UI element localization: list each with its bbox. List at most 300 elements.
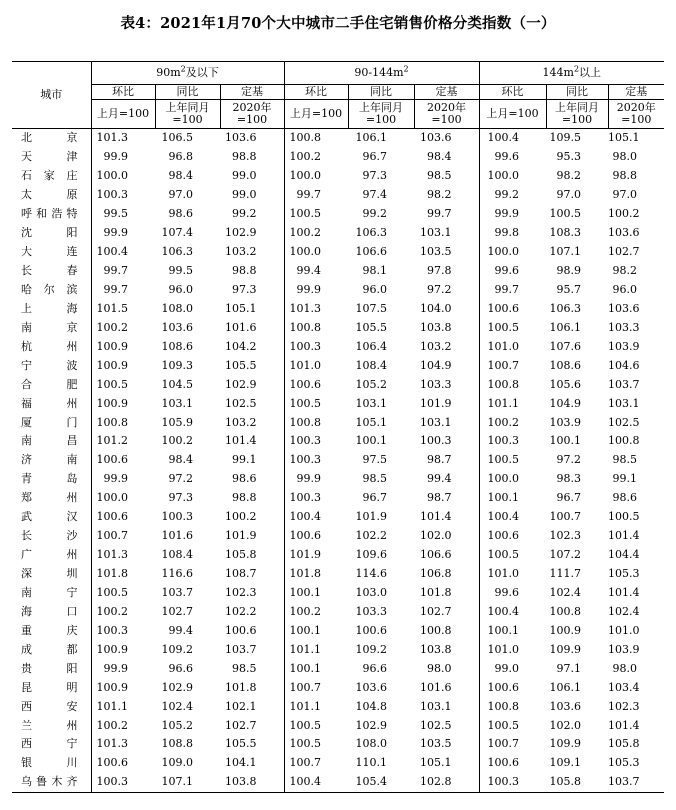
index-mom: 100.2 (284, 602, 348, 621)
subheader-yoy: 同比 (348, 85, 414, 100)
index-mom: 100.6 (91, 451, 155, 470)
index-yoy: 105.6 (549, 377, 582, 391)
index-yoy: 102.9 (355, 718, 388, 732)
subheader-mom: 环比 (479, 85, 546, 100)
index-yoy: 103.1 (355, 396, 388, 410)
index-yoy: 105.2 (161, 718, 193, 732)
index-mom: 100.6 (284, 527, 348, 546)
table-row (12, 546, 664, 565)
index-mom: 100.5 (479, 546, 546, 565)
index-yoy: 106.1 (549, 320, 582, 334)
index-mom: 99.9 (91, 470, 155, 489)
index-mom: 100.0 (91, 167, 155, 186)
group-header-small: $90m^2$及以下 (91, 62, 284, 85)
index-mom: 100.0 (479, 243, 546, 262)
index-fixed: 100.8 (420, 623, 452, 637)
table-row (12, 148, 664, 167)
index-yoy: 103.6 (355, 680, 388, 694)
index-fixed: 108.7 (225, 567, 257, 581)
index-fixed: 105.8 (608, 737, 640, 751)
index-fixed: 98.8 (232, 150, 257, 164)
index-fixed: 99.2 (232, 207, 257, 221)
city-name: 南昌 (21, 434, 78, 448)
base-yoy: 上年同月 =100 (546, 100, 608, 129)
index-fixed: 101.4 (608, 718, 640, 732)
index-fixed: 103.4 (608, 680, 640, 694)
table-title: 表4：2021年1月70个大中城市二手住宅销售价格分类指数（一） (120, 15, 556, 32)
index-mom: 100.4 (479, 508, 546, 527)
index-mom: 101.3 (91, 546, 155, 565)
index-fixed: 103.6 (608, 226, 640, 240)
index-mom: 100.2 (91, 716, 155, 735)
index-mom: 99.6 (479, 262, 546, 281)
city-name: 成都 (21, 642, 78, 656)
index-fixed: 97.3 (232, 282, 257, 296)
city-name: 武汉 (21, 510, 78, 524)
index-mom: 100.8 (284, 318, 348, 337)
index-fixed: 100.5 (608, 510, 640, 524)
index-fixed: 100.8 (608, 434, 640, 448)
index-mom: 100.1 (479, 489, 546, 508)
index-mom: 100.4 (284, 508, 348, 527)
index-fixed: 98.7 (427, 491, 452, 505)
index-mom: 100.5 (479, 318, 546, 337)
index-fixed: 104.2 (225, 339, 257, 353)
index-yoy: 97.3 (168, 491, 193, 505)
base-fixed: 2020年 =100 (220, 100, 284, 129)
index-fixed: 101.9 (420, 396, 452, 410)
index-mom: 99.7 (479, 281, 546, 300)
index-mom: 100.0 (479, 470, 546, 489)
index-fixed: 105.1 (225, 301, 257, 315)
subheader-yoy: 同比 (155, 85, 220, 100)
city-name: 北京 (21, 131, 78, 145)
index-yoy: 109.0 (161, 756, 193, 770)
city-name: 沈阳 (21, 226, 78, 240)
index-fixed: 103.6 (608, 301, 640, 315)
index-yoy: 109.3 (161, 358, 193, 372)
index-yoy: 95.3 (556, 150, 582, 164)
index-fixed: 104.1 (225, 756, 257, 770)
index-fixed: 98.7 (427, 453, 452, 467)
city-name: 银川 (21, 756, 78, 770)
index-yoy: 111.7 (549, 567, 582, 581)
index-fixed: 98.6 (612, 491, 638, 505)
index-yoy: 98.1 (362, 264, 388, 278)
index-fixed: 103.3 (420, 377, 452, 391)
index-mom: 101.0 (479, 565, 546, 584)
index-fixed: 103.1 (420, 226, 452, 240)
index-mom: 100.6 (284, 375, 348, 394)
index-mom: 100.5 (284, 735, 348, 754)
index-yoy: 100.2 (161, 434, 193, 448)
index-fixed: 97.0 (612, 188, 638, 202)
index-fixed: 105.3 (608, 756, 640, 770)
group-header-large: $144m^2$以上 (479, 62, 664, 85)
index-fixed: 100.6 (225, 623, 257, 637)
index-yoy: 100.9 (549, 623, 582, 637)
table-row (12, 584, 664, 603)
index-mom: 99.7 (284, 186, 348, 205)
index-fixed: 98.6 (232, 472, 257, 486)
index-fixed: 98.2 (427, 188, 452, 202)
city-name: 天津 (21, 150, 78, 164)
table-row (12, 432, 664, 451)
index-mom: 100.2 (91, 318, 155, 337)
index-mom: 100.4 (479, 602, 546, 621)
index-mom: 99.6 (479, 584, 546, 603)
index-mom: 100.2 (91, 602, 155, 621)
index-yoy: 98.2 (556, 169, 582, 183)
table-row (12, 224, 664, 243)
index-yoy: 96.7 (556, 491, 582, 505)
index-mom: 101.3 (91, 129, 155, 148)
index-mom: 99.9 (91, 224, 155, 243)
table-row (12, 470, 664, 489)
index-yoy: 97.4 (362, 188, 388, 202)
index-fixed: 102.3 (225, 585, 257, 599)
index-mom: 100.6 (479, 754, 546, 773)
index-mom: 100.7 (91, 527, 155, 546)
table-row (12, 205, 664, 224)
index-mom: 101.0 (284, 356, 348, 375)
index-yoy: 96.6 (168, 661, 193, 675)
index-yoy: 98.4 (168, 169, 193, 183)
index-mom: 99.6 (479, 148, 546, 167)
index-yoy: 109.2 (355, 642, 388, 656)
index-yoy: 102.9 (161, 680, 193, 694)
index-mom: 100.1 (479, 621, 546, 640)
table-row (12, 281, 664, 300)
index-yoy: 107.2 (549, 548, 582, 562)
city-name: 深圳 (21, 567, 78, 581)
index-mom: 99.8 (479, 224, 546, 243)
index-fixed: 99.1 (232, 453, 257, 467)
index-fixed: 103.7 (608, 773, 664, 792)
index-yoy: 102.3 (549, 529, 582, 543)
index-yoy: 99.5 (168, 264, 193, 278)
index-fixed: 103.7 (608, 377, 640, 391)
index-yoy: 100.8 (549, 604, 582, 618)
index-fixed: 98.5 (232, 661, 257, 675)
index-fixed: 101.9 (225, 529, 257, 543)
index-mom: 100.8 (91, 413, 155, 432)
city-name: 呼和浩特 (21, 207, 78, 221)
index-fixed: 106.6 (420, 548, 452, 562)
index-mom: 101.5 (91, 299, 155, 318)
index-fixed: 104.9 (420, 358, 452, 372)
index-yoy: 106.4 (355, 339, 388, 353)
index-yoy: 104.8 (355, 699, 388, 713)
index-fixed: 105.3 (608, 567, 640, 581)
index-yoy: 97.0 (556, 188, 582, 202)
index-mom: 99.9 (91, 659, 155, 678)
index-yoy: 99.2 (362, 207, 388, 221)
index-fixed: 106.8 (420, 567, 452, 581)
index-fixed: 103.6 (420, 131, 452, 145)
index-mom: 101.1 (284, 697, 348, 716)
index-fixed: 105.5 (225, 358, 257, 372)
index-mom: 100.1 (284, 621, 348, 640)
index-yoy: 106.3 (161, 245, 193, 259)
city-name: 长春 (21, 264, 78, 278)
table-row (12, 697, 664, 716)
base-mom: 上月=100 (284, 100, 348, 129)
index-yoy: 102.2 (355, 529, 388, 543)
index-fixed: 102.2 (225, 604, 257, 618)
index-fixed: 98.0 (427, 661, 452, 675)
index-yoy: 97.0 (168, 188, 193, 202)
index-fixed: 103.8 (420, 320, 452, 334)
index-fixed: 101.4 (608, 585, 640, 599)
index-fixed: 102.8 (414, 773, 479, 792)
table-row (12, 678, 664, 697)
index-mom: 99.7 (91, 281, 155, 300)
index-yoy: 98.9 (556, 264, 582, 278)
index-yoy: 108.4 (161, 548, 193, 562)
table-row (12, 754, 664, 773)
index-fixed: 103.8 (220, 773, 284, 792)
index-mom: 100.5 (479, 716, 546, 735)
index-yoy: 100.3 (161, 510, 193, 524)
index-mom: 100.5 (91, 375, 155, 394)
index-yoy: 98.3 (556, 472, 582, 486)
index-fixed: 99.7 (427, 207, 452, 221)
index-fixed: 98.8 (612, 169, 638, 183)
index-yoy: 104.5 (161, 377, 193, 391)
index-fixed: 98.0 (612, 150, 638, 164)
index-fixed: 101.8 (225, 680, 257, 694)
index-fixed: 100.2 (608, 207, 640, 221)
index-fixed: 100.2 (225, 510, 257, 524)
index-mom: 99.9 (284, 281, 348, 300)
index-fixed: 103.3 (608, 320, 640, 334)
table-row (12, 451, 664, 470)
index-yoy: 109.9 (549, 737, 582, 751)
index-yoy: 103.3 (355, 604, 388, 618)
city-name: 广州 (21, 548, 78, 562)
index-mom: 100.6 (91, 508, 155, 527)
index-fixed: 102.9 (225, 226, 257, 240)
price-index-table (12, 61, 664, 793)
index-fixed: 104.4 (608, 548, 640, 562)
index-mom: 101.2 (91, 432, 155, 451)
index-fixed: 98.4 (427, 150, 452, 164)
index-yoy: 102.7 (161, 604, 193, 618)
index-yoy: 109.5 (549, 131, 582, 145)
city-name: 石家庄 (21, 169, 78, 183)
table-row (12, 375, 664, 394)
city-name: 上海 (21, 301, 78, 315)
city-name: 济南 (21, 453, 78, 467)
index-yoy: 102.4 (549, 585, 582, 599)
index-yoy: 103.9 (549, 415, 582, 429)
index-mom: 101.0 (479, 640, 546, 659)
table-row (12, 337, 664, 356)
subheader-mom: 环比 (284, 85, 348, 100)
index-yoy: 97.1 (556, 661, 582, 675)
subheader-fixed: 定基 (414, 85, 479, 100)
table-row (12, 167, 664, 186)
index-fixed: 105.1 (608, 131, 640, 145)
index-yoy: 106.5 (161, 131, 193, 145)
city-name: 重庆 (21, 623, 78, 637)
index-fixed: 99.0 (232, 169, 257, 183)
index-fixed: 98.2 (612, 264, 638, 278)
city-name: 南京 (21, 320, 78, 334)
index-fixed: 103.5 (420, 737, 452, 751)
index-mom: 101.8 (91, 565, 155, 584)
index-mom: 100.8 (479, 697, 546, 716)
index-yoy: 105.8 (546, 773, 608, 792)
base-fixed: 2020年 =100 (414, 100, 479, 129)
index-fixed: 98.5 (427, 169, 452, 183)
index-yoy: 100.1 (549, 434, 582, 448)
index-yoy: 98.5 (362, 472, 388, 486)
index-yoy: 106.3 (355, 226, 388, 240)
index-mom: 99.4 (284, 262, 348, 281)
index-mom: 101.1 (91, 697, 155, 716)
index-yoy: 105.9 (161, 415, 193, 429)
index-mom: 99.9 (284, 470, 348, 489)
index-mom: 100.3 (479, 432, 546, 451)
table-header (12, 62, 664, 129)
index-mom: 100.4 (479, 129, 546, 148)
index-mom: 100.3 (284, 337, 348, 356)
index-yoy: 107.4 (161, 226, 193, 240)
city-name: 西安 (21, 699, 78, 713)
table-row (12, 716, 664, 735)
index-yoy: 108.0 (161, 301, 193, 315)
index-fixed: 96.0 (612, 282, 638, 296)
index-fixed: 103.8 (420, 642, 452, 656)
index-fixed: 103.9 (608, 642, 640, 656)
index-fixed: 102.9 (225, 377, 257, 391)
city-name: 太原 (21, 188, 78, 202)
city-name: 宁波 (21, 358, 78, 372)
index-mom: 99.7 (91, 262, 155, 281)
index-mom: 101.0 (479, 337, 546, 356)
index-yoy: 107.1 (549, 245, 582, 259)
table-row (12, 640, 664, 659)
index-yoy: 96.0 (362, 282, 388, 296)
index-fixed: 105.1 (420, 756, 452, 770)
index-mom: 100.7 (479, 356, 546, 375)
index-mom: 100.4 (91, 243, 155, 262)
index-fixed: 103.1 (608, 396, 640, 410)
city-name: 哈尔滨 (21, 282, 78, 296)
index-yoy: 108.0 (355, 737, 388, 751)
index-fixed: 98.0 (612, 661, 638, 675)
index-yoy: 96.6 (362, 661, 388, 675)
index-fixed: 101.4 (225, 434, 257, 448)
index-yoy: 103.0 (355, 585, 388, 599)
table-row (12, 508, 664, 527)
index-yoy: 101.9 (355, 510, 388, 524)
index-yoy: 97.3 (362, 169, 388, 183)
index-mom: 100.1 (284, 659, 348, 678)
index-fixed: 100.3 (420, 434, 452, 448)
index-mom: 100.5 (479, 451, 546, 470)
index-fixed: 99.0 (232, 188, 257, 202)
index-mom: 100.4 (284, 773, 348, 792)
index-yoy: 116.6 (161, 567, 193, 581)
index-yoy: 103.6 (549, 699, 582, 713)
base-fixed: 2020年 =100 (608, 100, 664, 129)
table-row (12, 394, 664, 413)
index-mom: 100.3 (479, 773, 546, 792)
index-mom: 100.3 (91, 186, 155, 205)
index-yoy: 106.1 (355, 131, 388, 145)
index-yoy: 102.4 (161, 699, 193, 713)
index-fixed: 98.5 (612, 453, 638, 467)
index-mom: 100.1 (284, 584, 348, 603)
index-yoy: 101.6 (161, 529, 193, 543)
index-yoy: 105.5 (355, 320, 388, 334)
index-mom: 101.1 (479, 394, 546, 413)
city-name: 贵阳 (21, 661, 78, 675)
index-fixed: 99.4 (427, 472, 452, 486)
index-fixed: 102.5 (225, 396, 257, 410)
index-mom: 101.3 (284, 299, 348, 318)
index-yoy: 108.6 (161, 339, 193, 353)
index-fixed: 101.6 (225, 320, 257, 334)
index-yoy: 110.1 (355, 756, 388, 770)
index-yoy: 96.0 (168, 282, 193, 296)
table-row (12, 489, 664, 508)
city-name: 海口 (21, 604, 78, 618)
table-row (12, 318, 664, 337)
index-mom: 100.9 (91, 394, 155, 413)
index-yoy: 107.1 (155, 773, 220, 792)
index-yoy: 100.5 (549, 207, 582, 221)
index-fixed: 101.4 (420, 510, 452, 524)
index-mom: 100.8 (284, 413, 348, 432)
index-fixed: 101.4 (608, 529, 640, 543)
index-fixed: 103.6 (225, 131, 257, 145)
index-fixed: 102.7 (608, 245, 640, 259)
index-fixed: 101.6 (420, 680, 452, 694)
index-yoy: 102.0 (549, 718, 582, 732)
index-yoy: 96.7 (362, 491, 388, 505)
index-yoy: 106.1 (549, 680, 582, 694)
index-yoy: 108.6 (549, 358, 582, 372)
group-header-medium: $90-144m^2$ (284, 62, 479, 85)
city-name: 兰州 (21, 718, 78, 732)
base-mom: 上月=100 (91, 100, 155, 129)
city-name: 乌鲁木齐 (12, 773, 91, 792)
subheader-fixed: 定基 (220, 85, 284, 100)
index-mom: 100.7 (479, 735, 546, 754)
base-yoy: 上年同月 =100 (155, 100, 220, 129)
index-yoy: 97.5 (362, 453, 388, 467)
index-mom: 100.9 (91, 640, 155, 659)
city-column-header: 城市 (12, 62, 91, 129)
subheader-yoy: 同比 (546, 85, 608, 100)
table-row (12, 773, 664, 792)
index-yoy: 106.3 (549, 301, 582, 315)
index-mom: 100.5 (284, 394, 348, 413)
index-yoy: 105.4 (348, 773, 414, 792)
index-mom: 100.6 (479, 678, 546, 697)
index-yoy: 106.6 (355, 245, 388, 259)
index-mom: 100.3 (284, 432, 348, 451)
table-row (12, 527, 664, 546)
base-yoy: 上年同月 =100 (348, 100, 414, 129)
index-yoy: 114.6 (355, 567, 388, 581)
index-fixed: 102.1 (225, 699, 257, 713)
index-yoy: 103.6 (161, 320, 193, 334)
